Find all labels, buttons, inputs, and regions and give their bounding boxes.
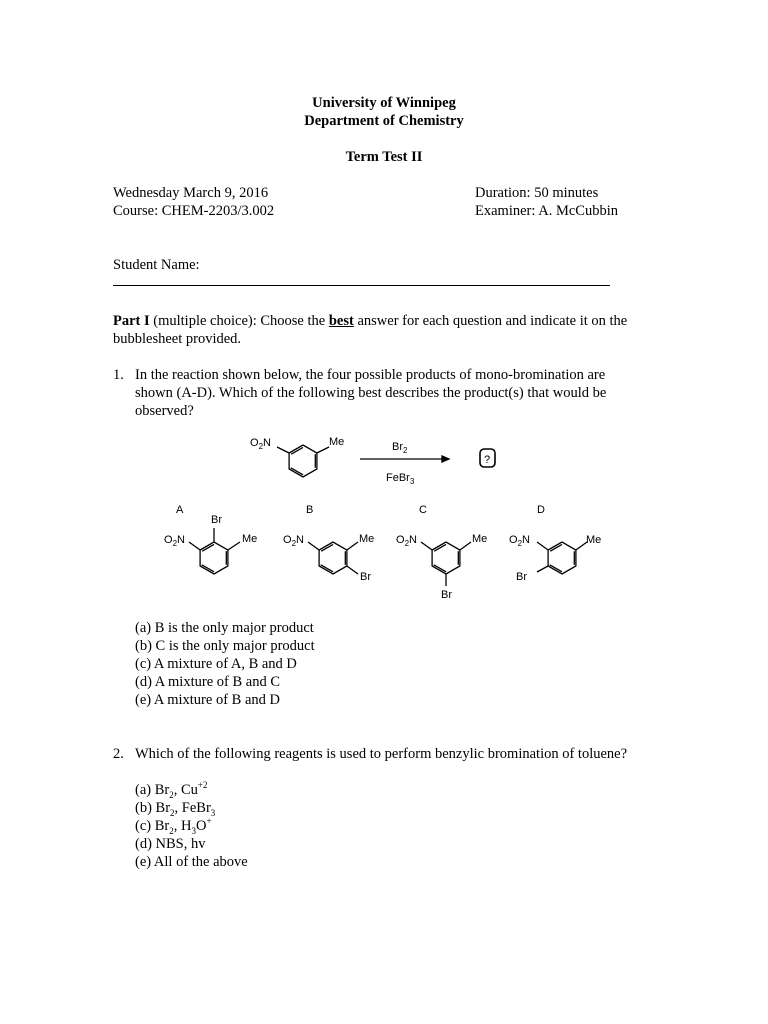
product-c-o2n: $O_2N$ <box>396 534 417 548</box>
course-info: Course: CHEM-2203/3.002 <box>113 203 275 219</box>
reactant-o2n: $O_2N$ <box>250 437 271 451</box>
product-b-br: Br <box>360 571 371 583</box>
student-name-line[interactable] <box>113 285 610 286</box>
part1-intro-b: answer for each question and indicate it on the <box>353 313 628 329</box>
q1-line3: observed? <box>135 403 194 419</box>
part1-intro <box>113 312 627 330</box>
q2-text: Which of the following reagents is used to perform benzylic bromination of toluene? <box>135 746 628 762</box>
q1-number: 1. <box>113 367 124 383</box>
q1-answer-a[interactable]: (a) B is the only major product <box>135 620 314 636</box>
product-d-me: Me <box>586 534 602 546</box>
reagent-br2: $Br_2$ <box>392 441 408 455</box>
q1-line1: In the reaction shown below, the four possible products of mono-bromination are <box>135 367 606 383</box>
examiner-info: Examiner: A. McCubbin <box>475 203 618 219</box>
product-b-o2n: $O_2N$ <box>283 534 304 548</box>
product-b-me: Me <box>359 533 375 545</box>
student-name-label: Student Name: <box>113 257 200 273</box>
product-d-ring <box>548 542 576 574</box>
reactant-ring <box>289 445 317 477</box>
q1-answer-e[interactable]: (e) A mixture of B and D <box>135 692 280 708</box>
product-a-me: Me <box>242 533 258 545</box>
reactant-me: Me <box>329 436 345 448</box>
product-d-br: Br <box>516 571 527 583</box>
q2-answer-a[interactable]: (a) $Br_2$, $Cu^{+2}$ <box>135 780 208 800</box>
product-a-label: A <box>176 504 184 516</box>
q2-answer-b[interactable]: (b) $Br_2$, FeBr$_3$ <box>135 800 216 818</box>
product-c-ring <box>432 542 460 574</box>
product-b-label: B <box>306 504 314 516</box>
part1-intro-a: (multiple choice): Choose the <box>149 313 329 329</box>
reagent-febr3: FeBr$_3$ <box>386 472 415 486</box>
q2-answer-d[interactable]: (d) NBS, hv <box>135 836 206 852</box>
q2-answer-c[interactable]: (c) $Br_2$, $H_3O^+$ <box>135 816 212 836</box>
q2-answer-e[interactable]: (e) All of the above <box>135 854 248 870</box>
product-c-label: C <box>419 504 427 516</box>
part1-best: best <box>328 313 354 329</box>
q1-answer-d[interactable]: (d) A mixture of B and C <box>135 674 280 690</box>
reaction-scheme <box>0 420 768 620</box>
unknown-product: ? <box>484 454 491 466</box>
product-c-me: Me <box>472 533 488 545</box>
part1-intro-c: bubblesheet provided. <box>113 331 242 347</box>
q2-number: 2. <box>113 746 124 762</box>
product-a-o2n: $O_2N$ <box>164 534 185 548</box>
university-title: University of Winnipeg <box>312 95 456 111</box>
product-a-ring <box>200 542 228 574</box>
q1-line2: shown (A-D). Which of the following best describes the product(s) that would be <box>135 385 607 401</box>
q1-answer-c[interactable]: (c) A mixture of A, B and D <box>135 656 297 672</box>
product-b-ring <box>319 542 347 574</box>
q1-answer-b[interactable]: (b) C is the only major product <box>135 638 315 654</box>
duration-info: Duration: 50 minutes <box>475 185 599 201</box>
product-d-o2n: $O_2N$ <box>509 534 530 548</box>
product-d-label: D <box>537 504 545 516</box>
test-title: Term Test II <box>345 149 423 165</box>
part1-label: Part I <box>113 313 150 329</box>
product-a-br: Br <box>211 514 222 526</box>
product-c-br: Br <box>441 589 452 601</box>
department-title: Department of Chemistry <box>304 113 464 129</box>
test-date: Wednesday March 9, 2016 <box>113 185 269 201</box>
